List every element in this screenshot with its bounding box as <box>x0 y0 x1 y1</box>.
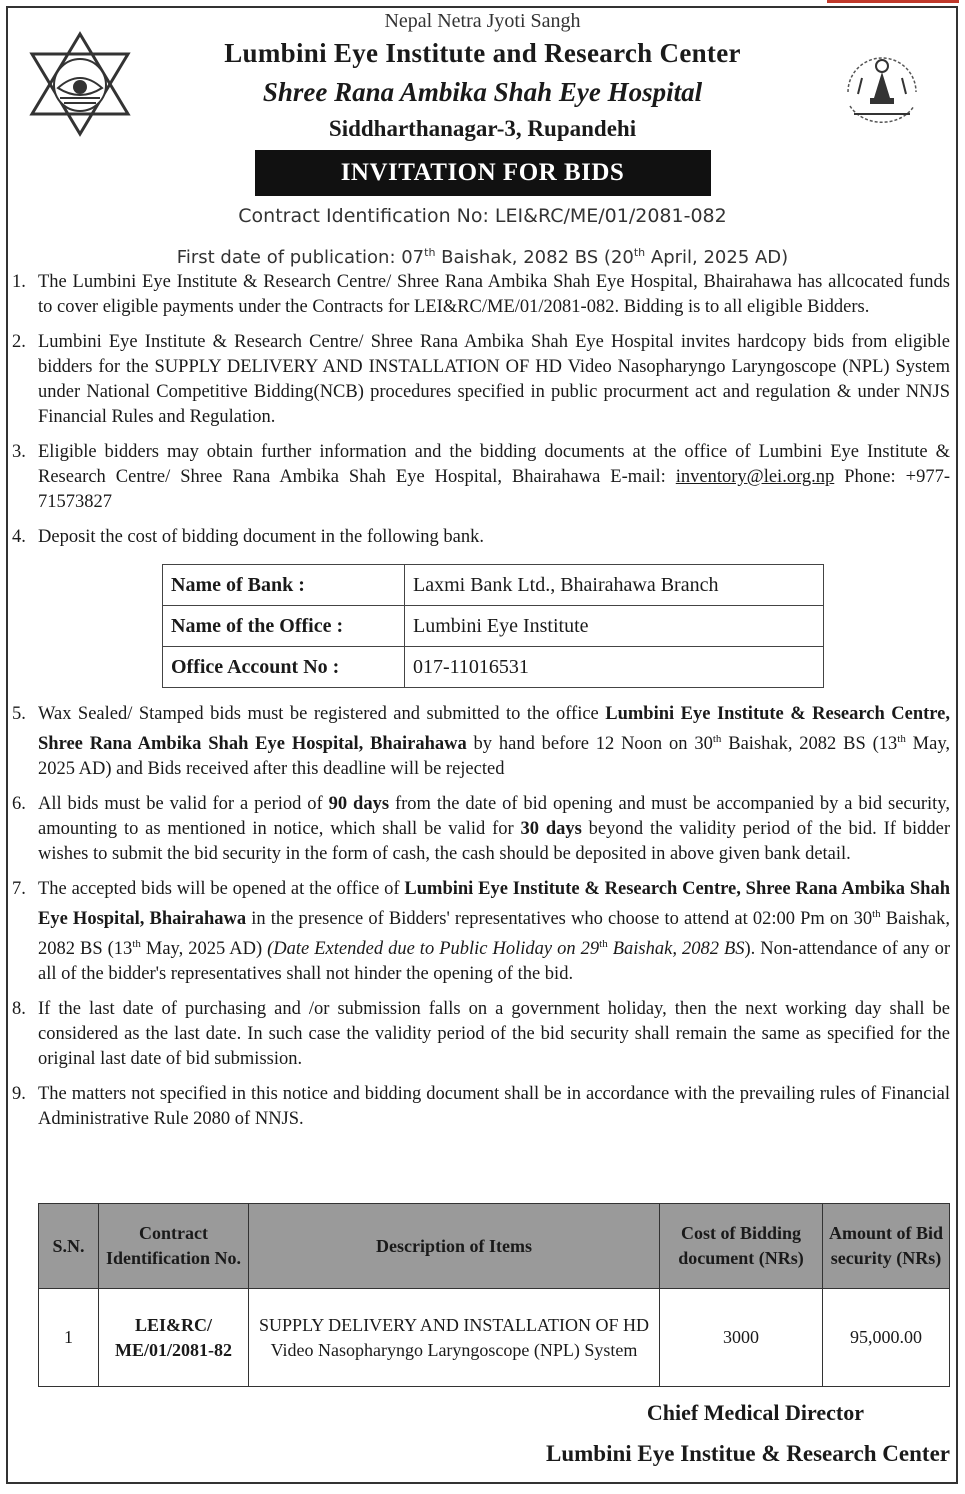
clause-number: 2. <box>12 332 26 352</box>
clause-text: Deposit the cost of bidding document in the following bank. <box>38 527 484 547</box>
clause-number: 9. <box>12 1084 26 1105</box>
clause-6-bold-1: 90 days <box>328 794 390 815</box>
clause-5-text-c: by hand before 12 Noon on 30 <box>466 734 713 755</box>
pub-sup-2: th <box>633 246 646 259</box>
clause-4 <box>12 525 950 550</box>
clause-7-italic-a: (Date Extended due to Public Holiday on 29 <box>267 939 600 960</box>
col-header-contract: Contract Identification No. <box>99 1204 249 1289</box>
office-name-value: Lumbini Eye Institute <box>405 606 824 647</box>
notice-header <box>0 8 965 277</box>
clause-5-text-d: Baishak, 2082 BS (13 <box>721 734 898 755</box>
account-no-label: Office Account No : <box>163 647 405 688</box>
clause-7-sup-1: th <box>872 908 881 921</box>
email-link[interactable]: inventory@lei.org.np <box>675 467 835 487</box>
clause-1 <box>12 270 950 320</box>
col-header-sn: S.N. <box>39 1204 99 1289</box>
clause-9 <box>12 1082 950 1132</box>
clause-text: The matters not specified in this notice and bidding document shall be in accordance with the prevailing rules of Financial Administrative Rule 2080 of NNJS. <box>38 1084 950 1130</box>
clause-number: 7. <box>12 879 26 900</box>
clause-7-text-c: in the presence of Bidders' representatives who choose to attend at 02:00 Pm on 30 <box>246 909 873 930</box>
hospital-name: Shree Rana Ambika Shah Eye Hospital <box>262 77 703 107</box>
pub-sup-1: th <box>424 246 436 259</box>
bank-name-label: Name of Bank : <box>163 565 405 606</box>
bank-name-value: Laxmi Bank Ltd., Bhairahawa Branch <box>405 565 824 606</box>
clause-5-bold: Lumbini Eye Institute & Research Centre, Shree Rana Ambika Shah Eye Hospital, Bhairahawa <box>38 704 950 755</box>
clause-number: 3. <box>12 442 26 462</box>
cell-security: 95,000.00 <box>823 1289 950 1387</box>
table-header-row <box>39 1204 950 1289</box>
clause-7-text-h: ). Non-attendance of any or all of the bidder's representatives shall not hinder the opening of the bid. <box>38 939 950 985</box>
cell-cost: 3000 <box>660 1289 823 1387</box>
clause-text: If the last date of purchasing and /or submission falls on a government holiday, then the next working day shall be considered as the last date. In such case the validity period of the bid security shall remain the same as specified for the original last date of bid submission. <box>38 999 950 1070</box>
clause-text <box>38 792 950 867</box>
pub-text-1: First date of publication: 07 <box>176 247 425 268</box>
clause-2 <box>12 330 950 430</box>
col-header-description: Description of Items <box>249 1204 660 1289</box>
clause-5-sup-1: th <box>712 733 722 745</box>
clause-7 <box>12 877 950 987</box>
clause-text: Lumbini Eye Institute & Research Centre/ Shree Rana Ambika Shah Eye Hospital invites hardcopy bids from eligible bidders for the SUPPLY DELIVERY AND INSTALLATION OF HD Video Nasopharyngo Laryngoscope (NPL) System under National Competitive Bidding(NCB) procedures specified in public procurment act and regulation & under NNJS Financial Rules and Regulation. <box>38 332 950 427</box>
col-header-cost: Cost of Bidding document (NRs) <box>660 1204 823 1289</box>
account-no-value: 017-11016531 <box>405 647 824 688</box>
clause-5-text-a: Wax Sealed/ Stamped bids must be registered and submitted to the office <box>38 704 606 724</box>
clause-number: 8. <box>12 999 26 1020</box>
clause-7-text-e: May, 2025 AD) <box>140 939 268 960</box>
address: Siddharthanagar-3, Rupandehi <box>328 116 637 141</box>
clause-7-text-d: Baishak, 2082 BS (13 <box>38 909 950 960</box>
clause-6 <box>12 792 950 867</box>
office-name-label: Name of the Office : <box>163 606 405 647</box>
clause-7-text-a: The accepted bids will be opened at the office of <box>38 879 405 900</box>
notice-body <box>12 270 950 1142</box>
clause-number: 4. <box>12 527 26 547</box>
bid-items-table <box>38 1203 950 1387</box>
clause-7-sup-3: th <box>599 938 608 951</box>
clause-3-phone: Phone: +977-71573827 <box>38 467 950 512</box>
pub-text-2: Baishak, 2082 BS (20 <box>435 247 634 268</box>
clause-5-sup-2: th <box>897 733 906 745</box>
clause-6-text-e: beyond the validity period of the bid. If bidder wishes to submit the bid security in the form of cash, the cash should be deposited in above given bank detail. <box>38 819 950 865</box>
clause-3 <box>12 440 950 515</box>
signatory-title: Chief Medical Director <box>646 1400 864 1425</box>
contract-id-line: Contract Identification No: LEI&RC/ME/01/2081-082 <box>238 205 727 227</box>
signatory-org: Lumbini Eye Institue & Research Center <box>546 1441 950 1466</box>
clause-number: 6. <box>12 794 26 815</box>
clause-6-text-a: All bids must be valid for a period of <box>38 794 329 815</box>
clause-number: 1. <box>12 272 26 292</box>
clause-text <box>38 877 950 987</box>
clause-7-italic-b: Baishak, 2082 BS <box>607 939 745 960</box>
clause-3-text-a: Eligible bidders may obtain further information and the bidding documents at the office of Lumbini Eye Institute & Research Centre/ Shree Rana Ambika Shah Eye Hospital, Bhairahawa E-mail: <box>38 442 950 487</box>
clause-6-bold-2: 30 days <box>520 819 582 840</box>
clause-text: The Lumbini Eye Institute & Research Centre/ Shree Rana Ambika Shah Eye Hospital, Bhairahawa has allcocated funds to cover eligible payments under the Contracts for LEI&RC/ME/01/2081-082. Bidding is to all eligible Bidders. <box>38 272 950 317</box>
col-header-security: Amount of Bid security (NRs) <box>823 1204 950 1289</box>
clause-8 <box>12 997 950 1072</box>
clause-6-text-c: from the date of bid opening and must be accompanied by a bid security, amounting to as mentioned in notice, which shall be valid for <box>38 794 950 840</box>
table-row <box>163 565 824 606</box>
cell-contract: LEI&RC/ ME/01/2081-82 <box>99 1289 249 1387</box>
clause-5-text-e: May, 2025 AD) and Bids received after this deadline will be rejected <box>38 734 950 780</box>
clause-number: 5. <box>12 704 26 724</box>
clause-text <box>38 702 950 782</box>
pub-text-3: April, 2025 AD) <box>645 247 789 268</box>
institute-name: Lumbini Eye Institute and Research Center <box>224 38 741 68</box>
table-row <box>39 1289 950 1387</box>
clause-5 <box>12 702 950 782</box>
clause-7-bold: Lumbini Eye Institute & Research Centre, Shree Rana Ambika Shah Eye Hospital, Bhairahawa <box>38 879 951 930</box>
clause-text <box>38 440 950 515</box>
cell-sn: 1 <box>39 1289 99 1387</box>
clause-7-sup-2: th <box>132 938 141 951</box>
table-row <box>163 647 824 688</box>
cell-description: SUPPLY DELIVERY AND INSTALLATION OF HD Video Nasopharyngo Laryngoscope (NPL) System <box>249 1289 660 1387</box>
corner-accent <box>827 0 959 3</box>
table-row <box>163 606 824 647</box>
bank-details-table <box>162 564 824 688</box>
parent-org: Nepal Netra Jyoti Sangh <box>384 10 581 32</box>
title-banner: INVITATION FOR BIDS <box>255 150 711 196</box>
